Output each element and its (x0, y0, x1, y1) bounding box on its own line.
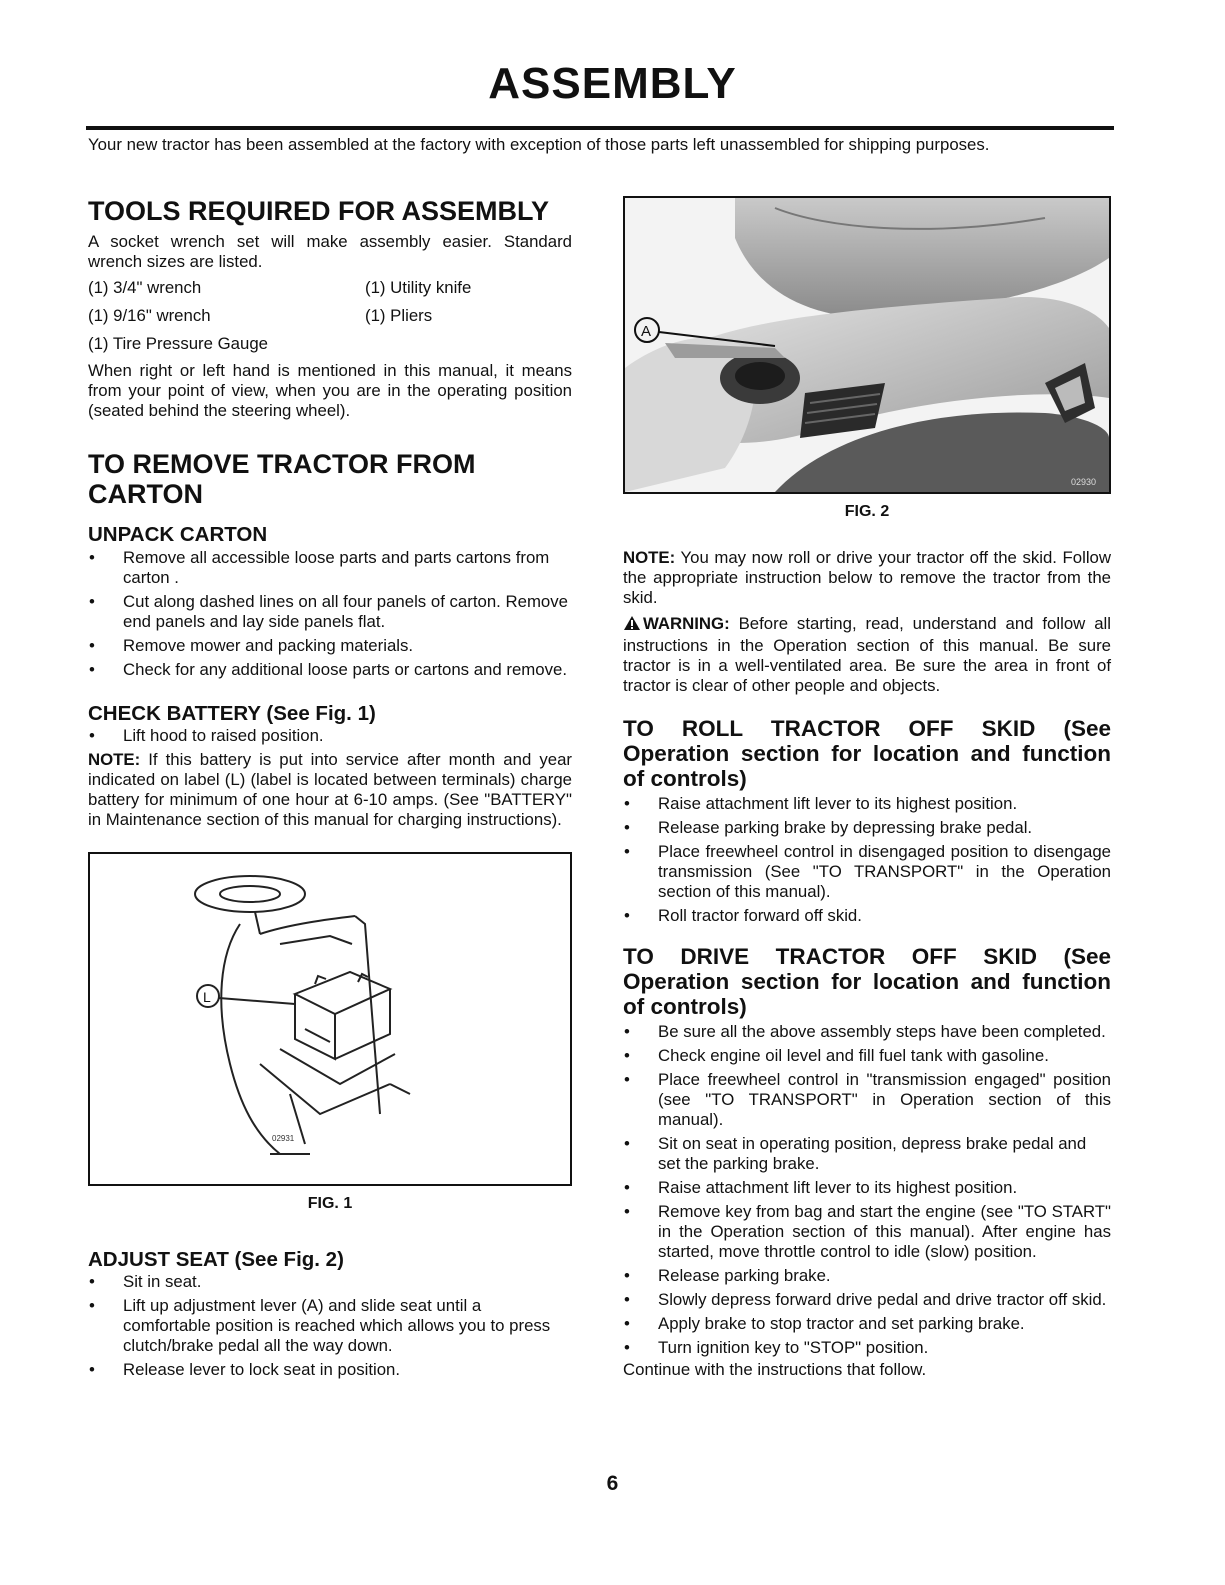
drive-list (623, 1022, 1111, 1358)
battery-list (88, 726, 572, 746)
intro-paragraph: Your new tractor has been assembled at the factory with exception of those parts left unassembled for shipping purposes. (88, 135, 990, 154)
fig1-code: 02931 (272, 1134, 295, 1143)
list-item: • Release lever to lock seat in position. (88, 1360, 572, 1380)
list-item: • Lift up adjustment lever (A) and slide seat until a comfortable position is reached which allows you to press clutch/brake pedal all the way down. (88, 1296, 572, 1356)
note-label: NOTE: (88, 750, 141, 769)
warning-triangle-icon (623, 615, 641, 636)
seat-photo (625, 198, 1109, 492)
list-item: • Lift hood to raised position. (88, 726, 572, 746)
list-item: • Raise attachment lift lever to its highest position. (623, 794, 1111, 814)
list-item: • Remove key from bag and start the engine (see "TO START" in the Operation section of this manual). After engine has started, move throttle control to idle (slow) position. (623, 1202, 1111, 1262)
unpack-heading: UNPACK CARTON (88, 523, 268, 546)
continue-text: Continue with the instructions that follow. (623, 1360, 927, 1379)
battery-note (88, 750, 572, 830)
battery-illustration (90, 854, 570, 1184)
list-item: • Remove mower and packing materials. (88, 636, 572, 656)
figure-1 (88, 852, 572, 1186)
tools-list (88, 278, 572, 354)
remove-heading (88, 449, 572, 509)
page-number: 6 (606, 1472, 619, 1495)
remove-heading-line: CARTON (88, 479, 204, 509)
tool-item: (1) Pliers (365, 306, 433, 325)
roll-list (623, 794, 1111, 926)
tools-text: A socket wrench set will make assembly easier. Standard wrench sizes are listed. (88, 232, 572, 271)
list-item: • Slowly depress forward drive pedal and drive tractor off skid. (623, 1290, 1111, 1310)
warning-text: Before starting, read, understand and follow all instructions in the Operation section of this manual. Be sure tractor is in a well-ventilated area. Be sure the area in front of tractor is clear of other people and objects. (623, 614, 1111, 695)
list-item: • Roll tractor forward off skid. (623, 906, 1111, 926)
seat-list (88, 1272, 572, 1380)
right-column (623, 196, 1111, 1380)
tool-item: (1) Utility knife (365, 278, 472, 297)
list-item: • Release parking brake by depressing brake pedal. (623, 818, 1111, 838)
list-item: • Check engine oil level and fill fuel tank with gasoline. (623, 1046, 1111, 1066)
battery-heading: CHECK BATTERY (See Fig. 1) (88, 702, 376, 725)
list-item: • Apply brake to stop tractor and set parking brake. (623, 1314, 1111, 1334)
warning-paragraph (623, 614, 1111, 696)
roll-heading: TO ROLL TRACTOR OFF SKID (See Operation section for location and function of controls) (623, 716, 1111, 791)
fig2-callout: A (641, 323, 652, 340)
list-item: • Sit in seat. (88, 1272, 572, 1292)
list-item: • Sit on seat in operating position, depress brake pedal and set the parking brake. (623, 1134, 1111, 1174)
tool-item: (1) 9/16" wrench (88, 306, 211, 325)
tool-item: (1) Tire Pressure Gauge (88, 334, 269, 353)
note-label: NOTE: (623, 548, 676, 567)
list-item: • Turn ignition key to "STOP" position. (623, 1338, 1111, 1358)
battery-note-text: If this battery is put into service after month and year indicated on label (L) (label is located between terminals) charge battery for minimum of one hour at 6-10 amps. (See "BATTERY" in Maintenance section of this manual for charging instructions). (88, 750, 572, 829)
fig2-caption: FIG. 2 (844, 503, 890, 520)
title-rule (86, 126, 1114, 130)
remove-heading-line: TO REMOVE TRACTOR FROM (88, 449, 476, 479)
list-item: • Cut along dashed lines on all four panels of carton. Remove end panels and lay side panels flat. (88, 592, 572, 632)
fig1-callout: L (203, 989, 211, 1005)
fig1-caption: FIG. 1 (307, 1195, 353, 1212)
tool-item: (1) 3/4" wrench (88, 278, 202, 297)
page-title: ASSEMBLY (488, 59, 737, 108)
list-item: • Be sure all the above assembly steps have been completed. (623, 1022, 1111, 1042)
fig2-code: 02930 (1071, 477, 1097, 487)
unpack-list (88, 548, 572, 680)
figure-2 (623, 196, 1111, 494)
tools-heading: TOOLS REQUIRED FOR ASSEMBLY (88, 196, 550, 226)
left-column (88, 196, 572, 1384)
warning-label: WARNING: (643, 614, 730, 633)
list-item: • Release parking brake. (623, 1266, 1111, 1286)
drive-heading: TO DRIVE TRACTOR OFF SKID (See Operation section for location and function of controls) (623, 944, 1111, 1019)
list-item: • Place freewheel control in "transmission engaged" position (see "TO TRANSPORT" in Operation section of this manual). (623, 1070, 1111, 1130)
list-item: • Place freewheel control in disengaged position to disengage transmission (See "TO TRANSPORT" in the Operation section of this manual). (623, 842, 1111, 902)
seat-heading: ADJUST SEAT (See Fig. 2) (88, 1248, 344, 1271)
skid-note (623, 548, 1111, 608)
tools-note: When right or left hand is mentioned in this manual, it means from your point of view, when you are in the operating position (seated behind the steering wheel). (88, 361, 572, 420)
skid-note-text: You may now roll or drive your tractor off the skid. Follow the appropriate instruction below to remove the tractor from the skid. (623, 548, 1111, 607)
list-item: • Check for any additional loose parts or cartons and remove. (88, 660, 572, 680)
list-item: • Raise attachment lift lever to its highest position. (623, 1178, 1111, 1198)
list-item: • Remove all accessible loose parts and parts cartons from carton . (88, 548, 572, 588)
